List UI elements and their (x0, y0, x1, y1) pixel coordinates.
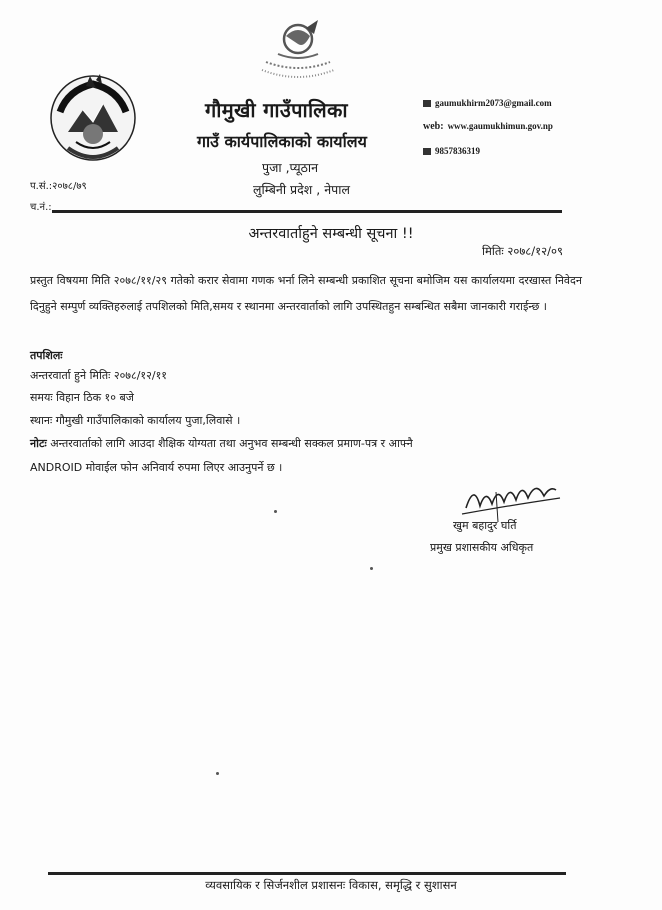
schedule-heading: तपशिलः (30, 349, 63, 362)
email-contact (423, 98, 552, 108)
note-line (30, 436, 413, 451)
note-text-continued: ANDROID मोवाईल फोन अनिवार्य रुपमा लिएर आउनुपर्ने छ । (30, 461, 283, 474)
office-name: गाउँ कार्यपालिकाको कार्यालय (197, 132, 367, 151)
note-text: अन्तरवार्ताको लागि आउदा शैक्षिक योग्यता तथा अनुभव सम्बन्धी सक्कल प्रमाण-पत्र र आफ्नै (50, 437, 413, 450)
footer-motto: व्यवसायिक र सिर्जनशील प्रशासनः विकास, समृद्धि र सुशासन (205, 878, 457, 892)
province: लुम्बिनी प्रदेश , नेपाल (253, 182, 350, 197)
phone-number: 9857836319 (435, 146, 480, 156)
interview-time: समयः विहान ठिक १० बजे (30, 391, 134, 404)
web-label: web: (423, 121, 444, 132)
dispatch-number: च.नं.: (30, 202, 52, 213)
web-address: www.gaumukhimun.gov.np (447, 121, 553, 131)
org-name: गौमुखी गाउँपालिका (205, 98, 348, 122)
web-contact (423, 121, 553, 132)
scan-speck (370, 567, 373, 570)
note-label: नोटः (30, 437, 47, 450)
header-divider (52, 210, 562, 213)
notice-body: प्रस्तुत विषयमा मिति २०७८/११/२९ गतेको करार सेवामा गणक भर्ना लिने सम्बन्धी प्रकाशित सूचना बमोजिम यस कार्यालयमा दरखास्त निवेदन दिनुहुने सम्पुर्ण व्यक्तिहरुलाई तपशिलको मिति,समय र स्थानमा अन्तरवार्ताको लागि उपस्थितहुन सम्बन्धित सबैमा जानकारी गराईन्छ । (30, 274, 582, 313)
signatory-name: खुम बहादुर घर्ति (453, 519, 517, 532)
reference-number: प.सं.:२०७८/७९ (30, 181, 87, 192)
nepal-emblem-logo (48, 72, 138, 164)
notice-title: अन्तरवार्ताहुने सम्बन्धी सूचना !! (248, 226, 414, 242)
notice-date: मितिः २०७८/१२/०९ (482, 244, 563, 258)
signatory-designation: प्रमुख प्रशासकीय अधिकृत (430, 541, 534, 554)
scan-speck (216, 772, 219, 775)
phone-icon (423, 148, 431, 155)
address: पुजा ,प्यूठान (262, 160, 319, 175)
interview-date: अन्तरवार्ता हुने मितिः २०७८/१२/११ (30, 369, 168, 382)
municipality-logo (258, 14, 338, 89)
mail-icon (423, 100, 431, 107)
scan-speck (274, 510, 277, 513)
footer-divider (48, 872, 566, 875)
phone-contact (423, 146, 480, 156)
interview-venue: स्थानः गौमुखी गाउँपालिकाको कार्यालय पुजा,लिवासे । (30, 414, 241, 427)
email-address: gaumukhirm2073@gmail.com (435, 98, 552, 108)
